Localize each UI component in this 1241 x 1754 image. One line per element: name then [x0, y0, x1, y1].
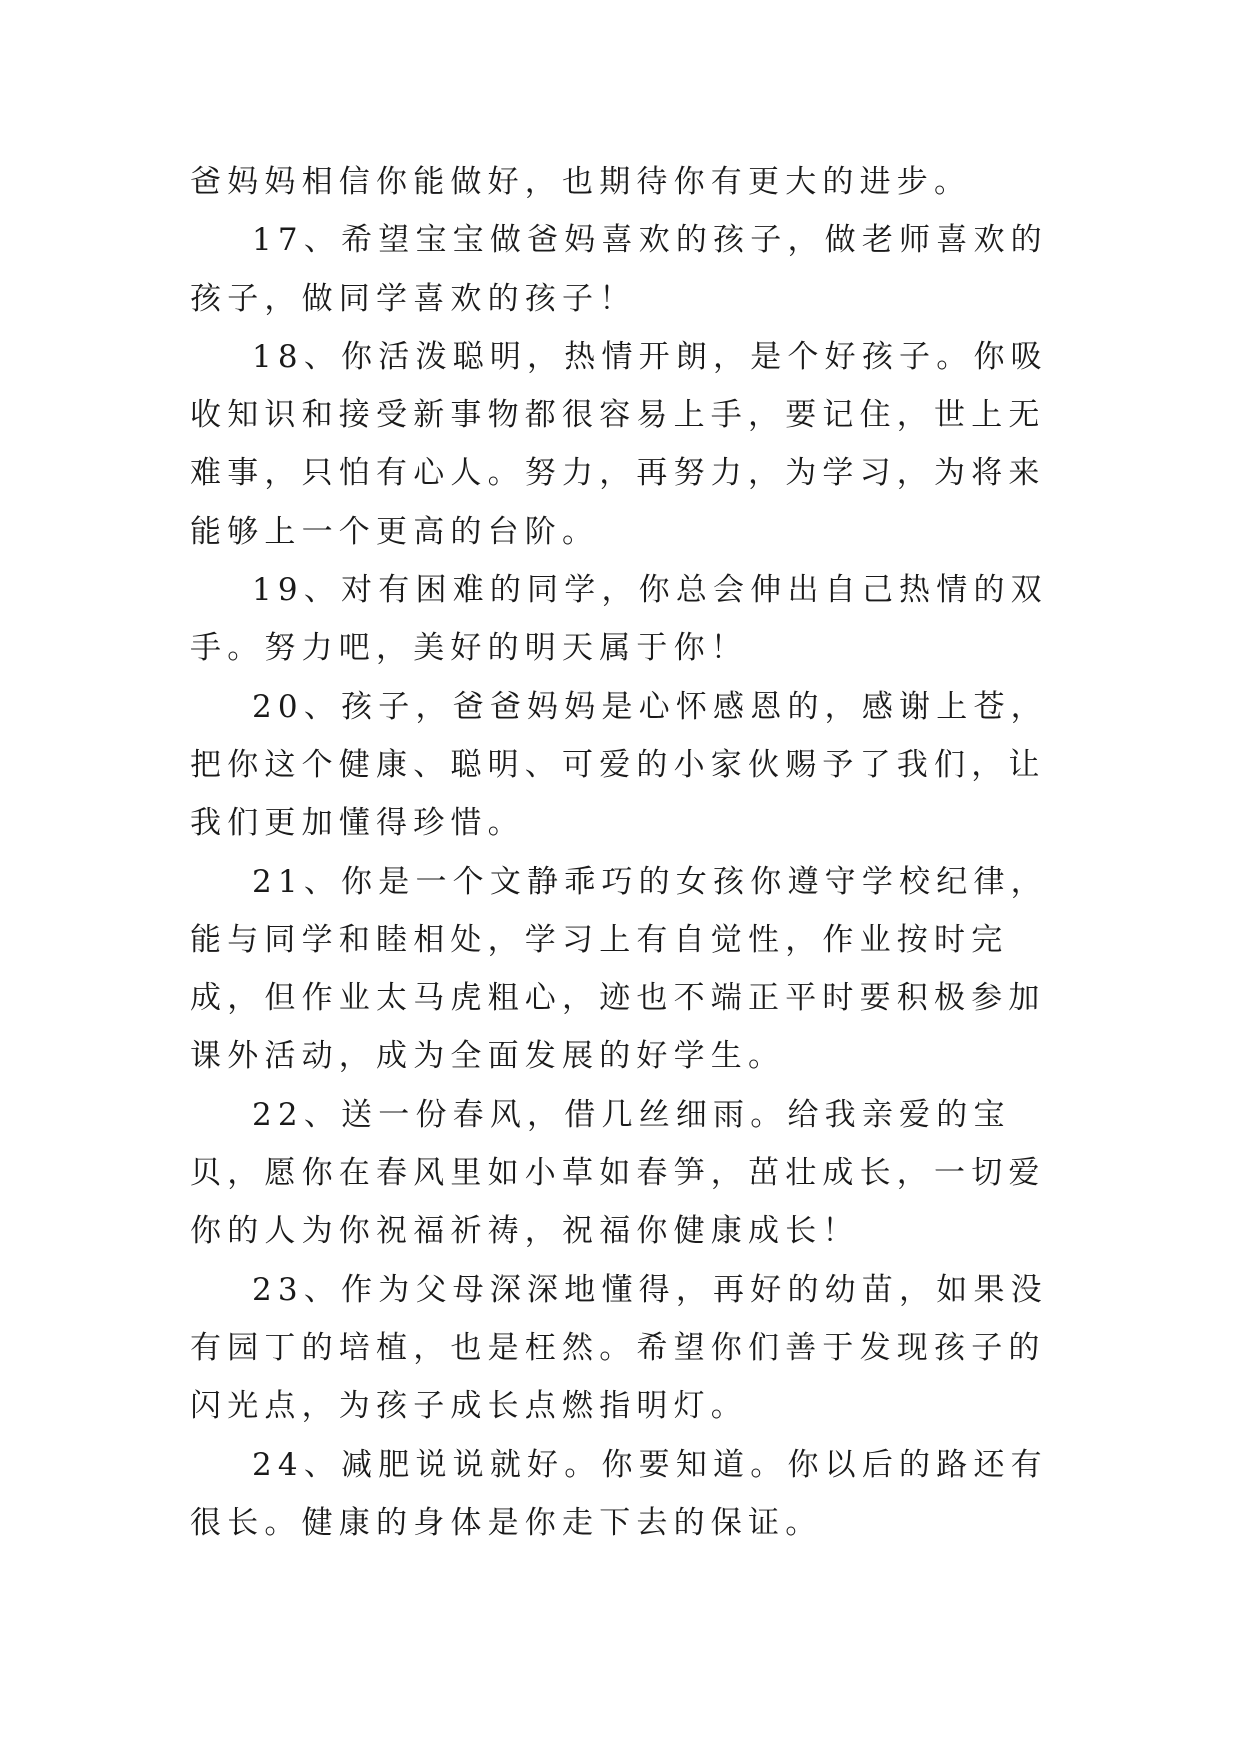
- paragraph-17: 17、希望宝宝做爸妈喜欢的孩子，做老师喜欢的孩子，做同学喜欢的孩子！: [190, 222, 1048, 317]
- document-body: [190, 153, 1060, 1552]
- paragraph-21: 21、你是一个文静乖巧的女孩你遵守学校纪律，能与同学和睦相处，学习上有自觉性，作业按时完成，但作业太马虎粗心，迹也不端正平时要积极参加课外活动，成为全面发展的好学生。: [190, 863, 1048, 1075]
- paragraph-continuation: 爸妈妈相信你能做好，也期待你有更大的进步。: [190, 164, 972, 200]
- paragraph-18: 18、你活泼聪明，热情开朗，是个好孩子。你吸收知识和接受新事物都很容易上手，要记住，世上无难事，只怕有心人。努力，再努力，为学习，为将来能够上一个更高的台阶。: [190, 338, 1048, 550]
- paragraph-20: 20、孩子，爸爸妈妈是心怀感恩的，感谢上苍，把你这个健康、聪明、可爱的小家伙赐予了我们，让我们更加懂得珍惜。: [190, 688, 1048, 842]
- paragraph-24: 24、减肥说说就好。你要知道。你以后的路还有很长。健康的身体是你走下去的保证。: [190, 1446, 1048, 1541]
- paragraph-22: 22、送一份春风，借几丝细雨。给我亲爱的宝贝，愿你在春风里如小草如春笋，茁壮成长，一切爱你的人为你祝福祈祷，祝福你健康成长！: [190, 1096, 1046, 1250]
- paragraph-23: 23、作为父母深深地懂得，再好的幼苗，如果没有园丁的培植，也是枉然。希望你们善于发现孩子的闪光点，为孩子成长点燃指明灯。: [190, 1271, 1048, 1425]
- paragraph-19: 19、对有困难的同学，你总会伸出自己热情的双手。努力吧，美好的明天属于你！: [190, 572, 1048, 667]
